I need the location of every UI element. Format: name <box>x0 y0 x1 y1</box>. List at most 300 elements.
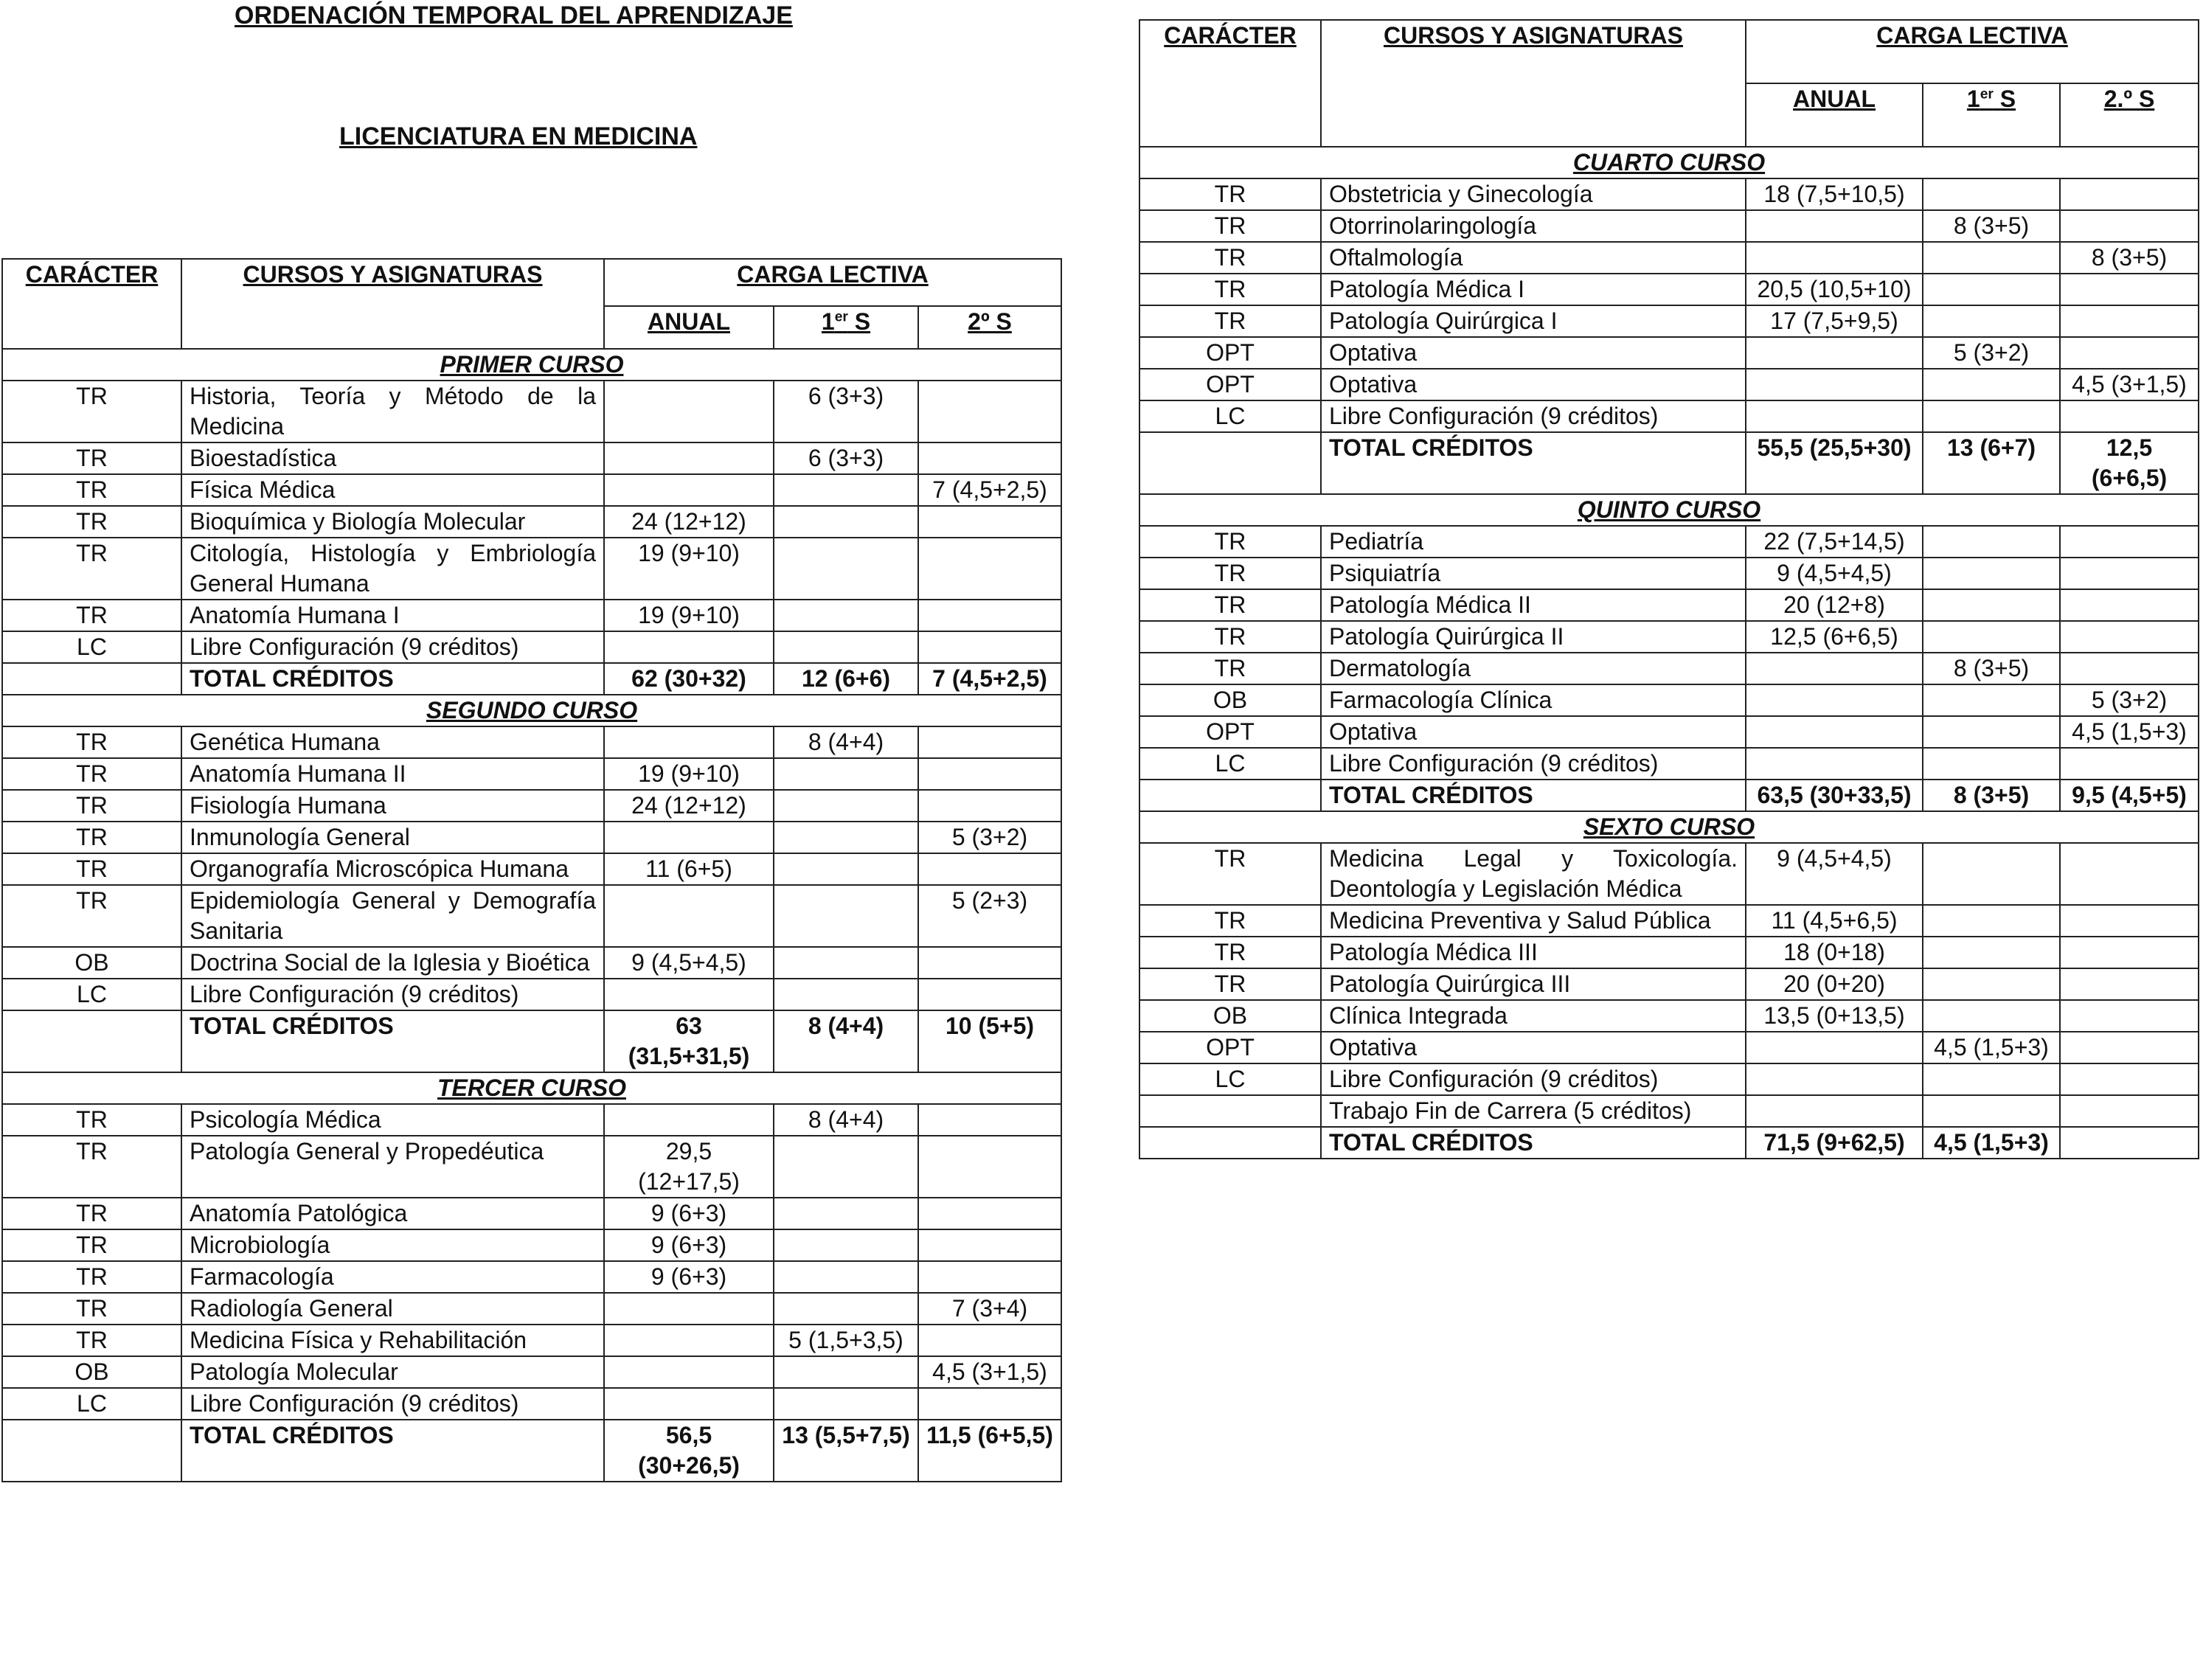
caracter-cell: TR <box>1139 843 1321 905</box>
table-row <box>2 1356 1061 1388</box>
table-row <box>1139 589 2199 621</box>
anual-cell <box>1746 400 1923 432</box>
second-semester-cell <box>918 726 1061 758</box>
first-semester-cell: 8 (4+4) <box>774 1104 918 1136</box>
anual-cell: 18 (7,5+10,5) <box>1746 178 1923 210</box>
subject-cell: Libre Configuración (9 créditos) <box>181 979 604 1010</box>
subject-cell: Farmacología <box>181 1261 604 1293</box>
anual-cell <box>1746 1063 1923 1095</box>
caracter-cell: TR <box>2 506 181 538</box>
table-row <box>1139 400 2199 432</box>
table-row <box>1139 178 2199 210</box>
anual-cell: 19 (9+10) <box>604 758 774 790</box>
anual-cell <box>1746 369 1923 400</box>
second-semester-cell: 4,5 (1,5+3) <box>2060 716 2199 748</box>
anual-cell <box>1746 653 1923 684</box>
anual-cell: 17 (7,5+9,5) <box>1746 305 1923 337</box>
first-semester-cell: 13 (5,5+7,5) <box>774 1420 918 1482</box>
first-semester-cell <box>1923 684 2060 716</box>
first-semester-cell <box>774 853 918 885</box>
caracter-cell: TR <box>2 1293 181 1325</box>
subject-cell: Bioestadística <box>181 442 604 474</box>
table-row <box>1139 684 2199 716</box>
subject-cell: Trabajo Fin de Carrera (5 créditos) <box>1321 1095 1746 1127</box>
caracter-cell: TR <box>2 1198 181 1229</box>
first-semester-cell: 13 (6+7) <box>1923 432 2060 494</box>
subject-cell: Optativa <box>1321 369 1746 400</box>
anual-cell: 63 (31,5+31,5) <box>604 1010 774 1072</box>
first-semester-cell <box>1923 1063 2060 1095</box>
subject-cell: Medicina Física y Rehabilitación <box>181 1325 604 1356</box>
anual-cell <box>1746 210 1923 242</box>
subject-cell: Patología General y Propedéutica <box>181 1136 604 1198</box>
subject-cell: Bioquímica y Biología Molecular <box>181 506 604 538</box>
subject-cell: Pediatría <box>1321 526 1746 558</box>
anual-cell: 62 (30+32) <box>604 663 774 695</box>
section-row <box>1139 494 2199 526</box>
table-row <box>2 1104 1061 1136</box>
first-semester-cell <box>774 1388 918 1420</box>
subject-cell: Optativa <box>1321 1032 1746 1063</box>
caracter-cell: TR <box>2 600 181 631</box>
first-semester-cell <box>1923 905 2060 937</box>
first-semester-cell <box>774 979 918 1010</box>
second-semester-header: 2º S <box>918 306 1061 349</box>
first-semester-cell <box>774 506 918 538</box>
second-semester-cell <box>2060 748 2199 780</box>
table-row <box>2 1388 1061 1420</box>
subject-cell: Patología Quirúrgica I <box>1321 305 1746 337</box>
first-semester-cell <box>1923 369 2060 400</box>
anual-cell: 29,5 (12+17,5) <box>604 1136 774 1198</box>
anual-cell <box>604 1293 774 1325</box>
second-semester-cell <box>918 853 1061 885</box>
subject-cell: Fisiología Humana <box>181 790 604 822</box>
anual-cell: 20 (0+20) <box>1746 968 1923 1000</box>
first-semester-cell <box>1923 558 2060 589</box>
table-row <box>1139 653 2199 684</box>
second-semester-cell <box>918 538 1061 600</box>
anual-cell: 20,5 (10,5+10) <box>1746 274 1923 305</box>
anual-cell: 22 (7,5+14,5) <box>1746 526 1923 558</box>
subject-cell: Obstetricia y Ginecología <box>1321 178 1746 210</box>
caracter-cell: LC <box>2 1388 181 1420</box>
total-row <box>1139 1127 2199 1159</box>
subject-cell: TOTAL CRÉDITOS <box>181 1420 604 1482</box>
second-semester-cell: 4,5 (3+1,5) <box>2060 369 2199 400</box>
caracter-cell: TR <box>2 726 181 758</box>
second-semester-header: 2.º S <box>2060 83 2199 147</box>
subject-cell: Anatomía Humana II <box>181 758 604 790</box>
table-row <box>1139 274 2199 305</box>
second-semester-cell <box>2060 589 2199 621</box>
anual-cell: 18 (0+18) <box>1746 937 1923 968</box>
second-semester-cell: 9,5 (4,5+5) <box>2060 780 2199 811</box>
anual-cell <box>604 1356 774 1388</box>
second-semester-cell <box>2060 178 2199 210</box>
second-semester-cell <box>2060 968 2199 1000</box>
caracter-cell: TR <box>2 758 181 790</box>
first-semester-cell: 5 (1,5+3,5) <box>774 1325 918 1356</box>
cursos-header: CURSOS Y ASIGNATURAS <box>181 259 604 349</box>
first-semester-cell <box>774 538 918 600</box>
subject-cell: Patología Médica III <box>1321 937 1746 968</box>
carga-header: CARGA LECTIVA <box>604 259 1061 306</box>
first-semester-cell <box>1923 748 2060 780</box>
second-semester-cell <box>2060 558 2199 589</box>
subject-cell: Optativa <box>1321 337 1746 369</box>
caracter-cell: OPT <box>1139 369 1321 400</box>
anual-cell <box>1746 1032 1923 1063</box>
first-semester-header: 1er S <box>1923 83 2060 147</box>
first-semester-cell <box>1923 305 2060 337</box>
second-semester-cell <box>918 506 1061 538</box>
caracter-cell: TR <box>2 822 181 853</box>
first-semester-cell <box>1923 968 2060 1000</box>
subject-cell: Libre Configuración (9 créditos) <box>1321 1063 1746 1095</box>
first-semester-cell: 8 (3+5) <box>1923 780 2060 811</box>
table-row <box>2 853 1061 885</box>
first-semester-cell <box>1923 1000 2060 1032</box>
table-row <box>2 1229 1061 1261</box>
caracter-cell: TR <box>2 1261 181 1293</box>
second-semester-cell: 4,5 (3+1,5) <box>918 1356 1061 1388</box>
subject-cell: Historia, Teoría y Método de la Medicina <box>181 381 604 442</box>
second-semester-cell <box>2060 843 2199 905</box>
subject-cell: Psicología Médica <box>181 1104 604 1136</box>
caracter-cell: TR <box>1139 242 1321 274</box>
subject-cell: Medicina Preventiva y Salud Pública <box>1321 905 1746 937</box>
anual-cell: 11 (6+5) <box>604 853 774 885</box>
caracter-cell: TR <box>2 381 181 442</box>
table-row <box>2 506 1061 538</box>
subject-cell: Medicina Legal y Toxicología. Deontología y Legislación Médica <box>1321 843 1746 905</box>
subject-cell: TOTAL CRÉDITOS <box>1321 1127 1746 1159</box>
table-row <box>1139 621 2199 653</box>
subject-cell: Microbiología <box>181 1229 604 1261</box>
caracter-cell: TR <box>2 853 181 885</box>
table-row <box>2 979 1061 1010</box>
section-row <box>2 695 1061 726</box>
second-semester-cell: 11,5 (6+5,5) <box>918 1420 1061 1482</box>
caracter-cell <box>1139 1127 1321 1159</box>
left-course-table <box>1 258 1062 1482</box>
caracter-header: CARÁCTER <box>2 259 181 349</box>
table-row <box>1139 1000 2199 1032</box>
page-title: ORDENACIÓN TEMPORAL DEL APRENDIZAJE <box>235 1 793 29</box>
subject-cell: Optativa <box>1321 716 1746 748</box>
table-row <box>2 1293 1061 1325</box>
second-semester-cell <box>2060 905 2199 937</box>
table-row <box>2 474 1061 506</box>
first-semester-header: 1er S <box>774 306 918 349</box>
anual-cell <box>604 1388 774 1420</box>
second-semester-cell <box>2060 1032 2199 1063</box>
anual-cell: 55,5 (25,5+30) <box>1746 432 1923 494</box>
second-semester-cell <box>918 979 1061 1010</box>
first-semester-cell <box>774 1356 918 1388</box>
second-semester-cell: 7 (4,5+2,5) <box>918 663 1061 695</box>
table-row <box>2 758 1061 790</box>
table-row <box>1139 716 2199 748</box>
caracter-cell: TR <box>1139 210 1321 242</box>
table-row <box>1139 210 2199 242</box>
section-row <box>2 1072 1061 1104</box>
caracter-cell <box>2 1420 181 1482</box>
first-semester-cell <box>1923 843 2060 905</box>
anual-cell: 9 (4,5+4,5) <box>604 947 774 979</box>
section-title: QUINTO CURSO <box>1139 494 2199 526</box>
caracter-cell: TR <box>2 538 181 600</box>
subject-cell: Física Médica <box>181 474 604 506</box>
table-row <box>1139 937 2199 968</box>
table-row <box>1139 843 2199 905</box>
anual-cell <box>604 442 774 474</box>
second-semester-cell <box>2060 274 2199 305</box>
anual-cell: 9 (4,5+4,5) <box>1746 843 1923 905</box>
first-semester-cell <box>1923 400 2060 432</box>
anual-cell: 9 (6+3) <box>604 1198 774 1229</box>
caracter-cell: TR <box>1139 178 1321 210</box>
first-semester-cell: 4,5 (1,5+3) <box>1923 1127 2060 1159</box>
subject-cell: Organografía Microscópica Humana <box>181 853 604 885</box>
anual-cell: 71,5 (9+62,5) <box>1746 1127 1923 1159</box>
anual-cell: 9 (4,5+4,5) <box>1746 558 1923 589</box>
caracter-cell: TR <box>2 442 181 474</box>
caracter-cell <box>1139 1095 1321 1127</box>
first-semester-cell: 12 (6+6) <box>774 663 918 695</box>
caracter-cell <box>1139 780 1321 811</box>
subject-cell: TOTAL CRÉDITOS <box>181 1010 604 1072</box>
subject-cell: Patología Quirúrgica II <box>1321 621 1746 653</box>
caracter-cell: TR <box>1139 968 1321 1000</box>
caracter-cell: OPT <box>1139 1032 1321 1063</box>
total-row <box>2 1420 1061 1482</box>
caracter-cell: OPT <box>1139 337 1321 369</box>
subject-cell: TOTAL CRÉDITOS <box>1321 432 1746 494</box>
caracter-cell <box>2 1010 181 1072</box>
caracter-cell: TR <box>2 1325 181 1356</box>
caracter-cell: OB <box>1139 684 1321 716</box>
subject-cell: Patología Médica I <box>1321 274 1746 305</box>
subject-cell: Inmunología General <box>181 822 604 853</box>
second-semester-cell <box>918 600 1061 631</box>
second-semester-cell <box>918 758 1061 790</box>
caracter-cell: TR <box>1139 589 1321 621</box>
second-semester-cell <box>918 442 1061 474</box>
table-row <box>2 381 1061 442</box>
table-row <box>2 726 1061 758</box>
right-table-body <box>1139 147 2199 1159</box>
subject-cell: Clínica Integrada <box>1321 1000 1746 1032</box>
first-semester-cell <box>774 631 918 663</box>
caracter-cell <box>2 663 181 695</box>
table-row <box>2 947 1061 979</box>
anual-cell: 24 (12+12) <box>604 506 774 538</box>
subject-cell: Patología Quirúrgica III <box>1321 968 1746 1000</box>
first-semester-cell <box>774 474 918 506</box>
first-semester-cell <box>1923 937 2060 968</box>
second-semester-cell <box>918 1261 1061 1293</box>
first-semester-cell <box>774 1198 918 1229</box>
anual-cell <box>1746 1095 1923 1127</box>
first-semester-cell: 8 (3+5) <box>1923 210 2060 242</box>
second-semester-cell <box>2060 400 2199 432</box>
anual-cell <box>604 1325 774 1356</box>
section-row <box>1139 147 2199 178</box>
anual-cell <box>1746 748 1923 780</box>
second-semester-cell <box>918 1198 1061 1229</box>
section-row <box>2 349 1061 381</box>
caracter-cell <box>1139 432 1321 494</box>
caracter-cell: TR <box>2 1104 181 1136</box>
anual-cell <box>1746 716 1923 748</box>
caracter-cell: TR <box>1139 305 1321 337</box>
section-title: CUARTO CURSO <box>1139 147 2199 178</box>
second-semester-cell <box>2060 1095 2199 1127</box>
subject-cell: TOTAL CRÉDITOS <box>1321 780 1746 811</box>
subject-cell: Libre Configuración (9 créditos) <box>181 631 604 663</box>
table-row <box>1139 526 2199 558</box>
first-semester-cell: 8 (3+5) <box>1923 653 2060 684</box>
caracter-cell: LC <box>1139 400 1321 432</box>
second-semester-cell <box>2060 1063 2199 1095</box>
subject-cell: Radiología General <box>181 1293 604 1325</box>
second-semester-cell: 8 (3+5) <box>2060 242 2199 274</box>
caracter-cell: LC <box>1139 748 1321 780</box>
anual-cell <box>604 885 774 947</box>
anual-cell <box>604 979 774 1010</box>
anual-cell <box>1746 684 1923 716</box>
caracter-cell: LC <box>2 979 181 1010</box>
subject-cell: Genética Humana <box>181 726 604 758</box>
table-row <box>2 538 1061 600</box>
anual-cell: 56,5 (30+26,5) <box>604 1420 774 1482</box>
table-row <box>2 1325 1061 1356</box>
anual-header: ANUAL <box>1746 83 1923 147</box>
table-row <box>1139 1095 2199 1127</box>
first-semester-cell: 8 (4+4) <box>774 726 918 758</box>
subject-cell: Anatomía Humana I <box>181 600 604 631</box>
second-semester-cell <box>2060 210 2199 242</box>
anual-cell: 63,5 (30+33,5) <box>1746 780 1923 811</box>
section-title: TERCER CURSO <box>2 1072 1061 1104</box>
first-semester-cell: 6 (3+3) <box>774 442 918 474</box>
table-row <box>2 1261 1061 1293</box>
second-semester-cell <box>918 1136 1061 1198</box>
second-semester-cell: 5 (3+2) <box>2060 684 2199 716</box>
second-semester-cell <box>918 790 1061 822</box>
anual-cell <box>604 381 774 442</box>
caracter-cell: OB <box>2 947 181 979</box>
subject-cell: Epidemiología General y Demografía Sanitaria <box>181 885 604 947</box>
second-semester-cell <box>2060 621 2199 653</box>
caracter-cell: TR <box>1139 558 1321 589</box>
section-title: PRIMER CURSO <box>2 349 1061 381</box>
anual-cell <box>604 1104 774 1136</box>
table-row <box>1139 242 2199 274</box>
second-semester-cell <box>2060 526 2199 558</box>
subject-cell: Farmacología Clínica <box>1321 684 1746 716</box>
subject-cell: Doctrina Social de la Iglesia y Bioética <box>181 947 604 979</box>
second-semester-cell: 5 (3+2) <box>918 822 1061 853</box>
cursos-header: CURSOS Y ASIGNATURAS <box>1321 20 1746 147</box>
first-semester-cell: 6 (3+3) <box>774 381 918 442</box>
anual-cell <box>604 631 774 663</box>
second-semester-cell <box>918 631 1061 663</box>
second-semester-cell <box>2060 305 2199 337</box>
total-row <box>2 1010 1061 1072</box>
subject-cell: Libre Configuración (9 créditos) <box>181 1388 604 1420</box>
table-row <box>1139 748 2199 780</box>
first-semester-cell: 4,5 (1,5+3) <box>1923 1032 2060 1063</box>
table-row <box>1139 968 2199 1000</box>
caracter-cell: OB <box>2 1356 181 1388</box>
caracter-cell: TR <box>2 474 181 506</box>
anual-cell: 13,5 (0+13,5) <box>1746 1000 1923 1032</box>
table-row <box>1139 558 2199 589</box>
second-semester-cell <box>2060 1000 2199 1032</box>
table-row <box>2 1198 1061 1229</box>
first-semester-cell <box>1923 621 2060 653</box>
subject-cell: Libre Configuración (9 créditos) <box>1321 400 1746 432</box>
subject-cell: Patología Médica II <box>1321 589 1746 621</box>
caracter-cell: OPT <box>1139 716 1321 748</box>
second-semester-cell <box>2060 653 2199 684</box>
subject-cell: Citología, Histología y Embriología General Humana <box>181 538 604 600</box>
first-semester-cell <box>774 885 918 947</box>
second-semester-cell <box>2060 1127 2199 1159</box>
second-semester-cell <box>918 947 1061 979</box>
table-row <box>1139 369 2199 400</box>
table-row <box>1139 905 2199 937</box>
caracter-cell: LC <box>2 631 181 663</box>
table-row <box>2 1136 1061 1198</box>
table-row <box>2 822 1061 853</box>
anual-cell: 19 (9+10) <box>604 600 774 631</box>
carga-header: CARGA LECTIVA <box>1746 20 2199 83</box>
first-semester-cell <box>774 790 918 822</box>
table-row <box>2 631 1061 663</box>
first-semester-cell <box>774 758 918 790</box>
second-semester-cell <box>918 381 1061 442</box>
first-semester-cell <box>774 600 918 631</box>
caracter-cell: TR <box>2 1136 181 1198</box>
caracter-cell: TR <box>1139 621 1321 653</box>
caracter-cell: TR <box>1139 526 1321 558</box>
first-semester-cell <box>1923 526 2060 558</box>
subject-cell: TOTAL CRÉDITOS <box>181 663 604 695</box>
anual-cell: 9 (6+3) <box>604 1229 774 1261</box>
right-course-table <box>1139 19 2199 1159</box>
first-semester-cell <box>774 822 918 853</box>
total-row <box>2 663 1061 695</box>
section-title: SEXTO CURSO <box>1139 811 2199 843</box>
caracter-cell: OB <box>1139 1000 1321 1032</box>
anual-cell <box>604 726 774 758</box>
first-semester-cell <box>1923 274 2060 305</box>
table-row <box>1139 337 2199 369</box>
subject-cell: Patología Molecular <box>181 1356 604 1388</box>
second-semester-cell: 10 (5+5) <box>918 1010 1061 1072</box>
first-semester-cell <box>1923 1095 2060 1127</box>
first-semester-cell <box>1923 716 2060 748</box>
table-row <box>2 442 1061 474</box>
first-semester-cell: 8 (4+4) <box>774 1010 918 1072</box>
second-semester-cell: 7 (4,5+2,5) <box>918 474 1061 506</box>
second-semester-cell: 5 (2+3) <box>918 885 1061 947</box>
subject-cell: Libre Configuración (9 créditos) <box>1321 748 1746 780</box>
